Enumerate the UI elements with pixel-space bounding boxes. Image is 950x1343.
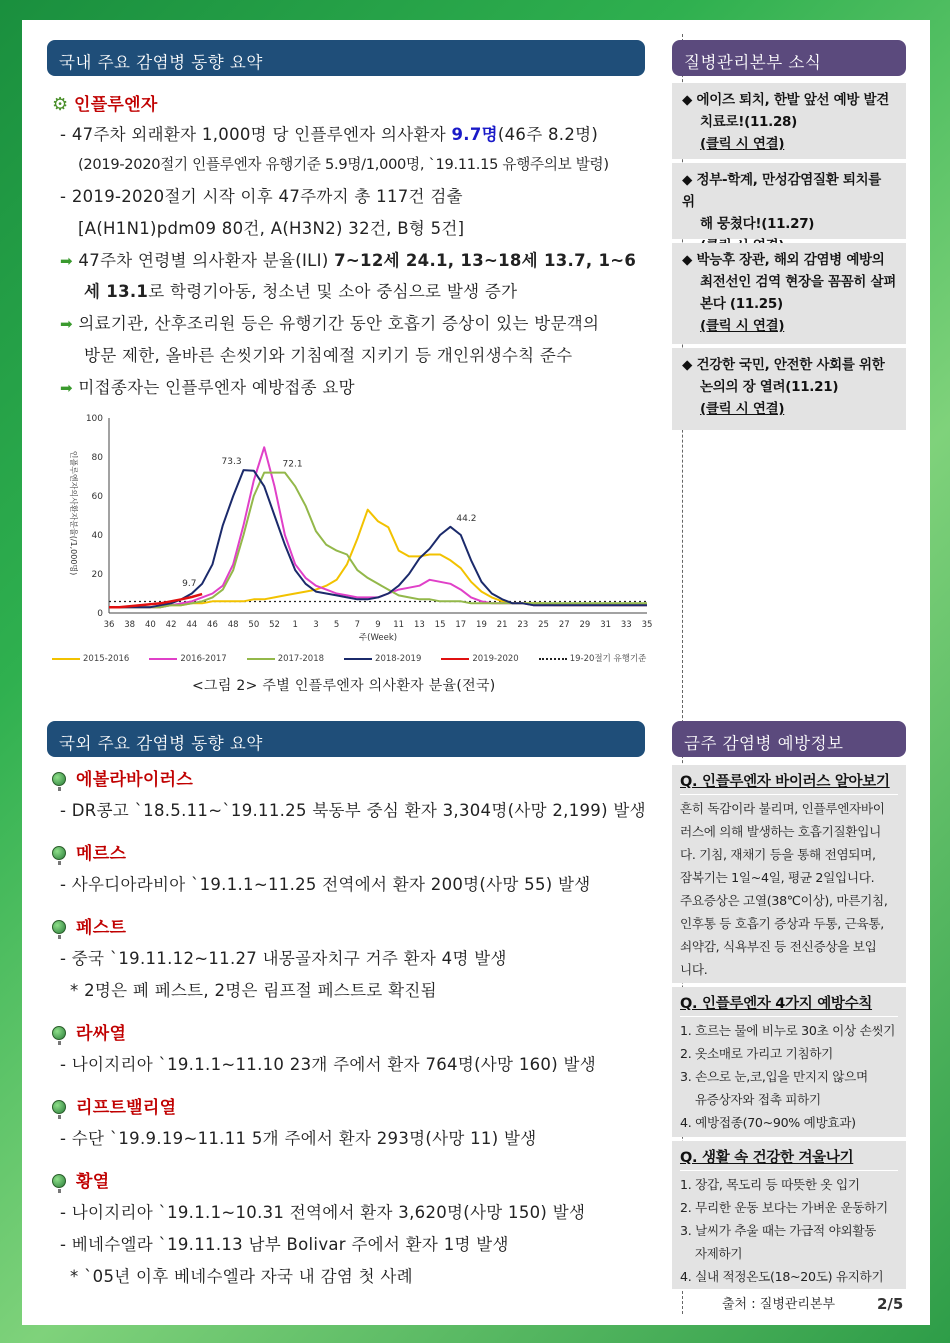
flu-bullet-1-post: 로 학령기아동, 청소년 및 소아 중심으로 발생 증가 bbox=[148, 282, 518, 301]
x-tick-label: 52 bbox=[269, 620, 280, 630]
prevention-line: 3. 손으로 눈,코,입을 만지지 않으며 bbox=[680, 1069, 868, 1084]
x-tick-label: 15 bbox=[434, 620, 446, 630]
flu-chart-svg bbox=[47, 413, 667, 648]
disease-name: 에볼라바이러스 bbox=[76, 770, 194, 790]
news-item[interactable] bbox=[672, 348, 906, 430]
flu-line-3-text: 2019-2020절기 시작 이후 47주까지 총 117건 검출 bbox=[71, 187, 463, 206]
legend-swatch bbox=[52, 658, 80, 660]
news-item-line: ◆ 박능후 장관, 해외 감염병 예방의 bbox=[682, 252, 885, 268]
overseas-item-title bbox=[52, 1167, 109, 1192]
overseas-item-line: - 나이지리아 `19.1.1~11.10 23개 주에서 환자 764명(사망 160) 발생 bbox=[60, 1055, 596, 1074]
flu-line-2: (2019-2020절기 인플루엔자 유행기준 5.9명/1,000명, `19.11.15 유행주의보 발령) bbox=[78, 156, 609, 173]
disease-name: 황열 bbox=[76, 1172, 110, 1192]
prevention-line: 자제하기 bbox=[680, 1246, 743, 1261]
chart-legend bbox=[52, 652, 646, 664]
y-tick-label: 0 bbox=[97, 609, 103, 619]
x-axis-label: 주(Week) bbox=[358, 633, 398, 643]
legend-swatch bbox=[539, 658, 567, 660]
y-tick-label: 80 bbox=[91, 453, 103, 463]
flu-bullet-2-text: 의료기관, 산후조리원 등은 유행기간 동안 호흡기 증상이 있는 방문객의 bbox=[78, 314, 600, 333]
prevention-box-3 bbox=[672, 1141, 906, 1289]
source-text: 출처 : 질병관리본부 bbox=[722, 1297, 836, 1312]
news-item-line: ◆ 에이즈 퇴치, 한발 앞선 예방 발견 bbox=[682, 92, 889, 108]
data-label: 9.7 bbox=[182, 579, 197, 590]
flu-bullet-1-bold: 7~12세 24.1, 13~18세 13.7, 1~6 bbox=[334, 251, 637, 270]
news-item-line: 치료로!(11.28) bbox=[700, 114, 798, 130]
flu-title-row bbox=[52, 90, 158, 115]
x-tick-label: 31 bbox=[600, 620, 612, 630]
news-item[interactable] bbox=[672, 243, 906, 344]
x-tick-label: 9 bbox=[375, 620, 381, 630]
series-line-2015-2016 bbox=[109, 510, 647, 608]
overseas-item-line: - 사우디아라비아 `19.1.1~11.25 전역에서 환자 200명(사망 55) 발생 bbox=[60, 875, 591, 894]
x-tick-label: 36 bbox=[103, 620, 115, 630]
prevention-line: 유증상자와 접촉 피하기 bbox=[680, 1092, 821, 1107]
flu-bullet-1-cont bbox=[84, 278, 517, 302]
flu-chart bbox=[47, 413, 667, 668]
news-item-line: 논의의 장 열려(11.21) bbox=[700, 379, 839, 395]
y-tick-label: 60 bbox=[91, 492, 103, 502]
prevention-line: 주요증상은 고열(38℃이상), 마른기침, bbox=[680, 893, 888, 908]
legend-item bbox=[344, 654, 421, 664]
news-item[interactable] bbox=[672, 163, 906, 239]
prevention-line: 잠복기는 1일~4일, 평균 2일입니다. bbox=[680, 870, 875, 885]
overseas-item-line: - 베네수엘라 `19.11.13 남부 Bolivar 주에서 환자 1명 발생 bbox=[60, 1235, 509, 1254]
x-tick-label: 5 bbox=[333, 620, 340, 630]
legend-swatch bbox=[149, 658, 177, 660]
flu-title: 인플루엔자 bbox=[73, 95, 158, 115]
legend-label: 2016-2017 bbox=[180, 654, 227, 664]
news-item-line: ◆ 정부-학계, 만성감염질환 퇴치를 위 bbox=[682, 172, 882, 210]
flu-line-3: - 2019-2020절기 시작 이후 47주까지 총 117건 검출 bbox=[60, 187, 463, 206]
globe-icon bbox=[52, 1100, 66, 1114]
y-tick-label: 40 bbox=[91, 531, 103, 541]
y-tick-label: 100 bbox=[85, 414, 103, 424]
prevention-q1-title: Q. 인플루엔자 바이러스 알아보기 bbox=[680, 771, 898, 795]
flu-bullet-2-cont: 방문 제한, 올바른 손씻기와 기침예절 지키기 등 개인위생수칙 준수 bbox=[84, 346, 573, 365]
x-tick-label: 42 bbox=[165, 620, 177, 630]
news-item-line: 본다 (11.25) bbox=[700, 296, 783, 312]
arrow-right-icon: ➡ bbox=[60, 252, 73, 270]
x-tick-label: 7 bbox=[354, 620, 361, 630]
news-item-line: 최전선인 검역 현장을 꼼꼼히 살펴 bbox=[700, 274, 896, 290]
news-item-line: 해 뭉쳤다!(11.27) bbox=[700, 216, 815, 232]
prevention-header: 금주 감염병 예방정보 bbox=[672, 721, 906, 757]
news-item-link[interactable]: (클릭 시 연결) bbox=[700, 136, 785, 152]
overseas-item-title bbox=[52, 839, 126, 864]
y-axis-label: 인플루엔자의사환자분율(/1,000명) bbox=[69, 450, 78, 576]
x-tick-label: 48 bbox=[227, 620, 239, 630]
page bbox=[22, 20, 930, 1325]
x-tick-label: 46 bbox=[207, 620, 218, 630]
overseas-item-note: * 2명은 폐 페스트, 2명은 림프절 페스트로 확진됨 bbox=[70, 981, 437, 1000]
legend-label: 2017-2018 bbox=[277, 654, 325, 664]
overseas-item-title bbox=[52, 1093, 176, 1118]
prevention-line: 흔히 독감이라 불리며, 인플루엔자바이 bbox=[680, 801, 885, 816]
disease-name: 페스트 bbox=[76, 918, 127, 938]
x-tick-label: 1 bbox=[292, 620, 298, 630]
prevention-q3-text bbox=[680, 1173, 898, 1288]
legend-swatch bbox=[441, 658, 469, 660]
legend-item bbox=[539, 654, 647, 664]
flu-bullet-1-pre: 47주차 연령별 의사환자 분율(ILI) bbox=[78, 251, 335, 270]
data-label: 72.1 bbox=[282, 459, 303, 470]
overseas-item-title bbox=[52, 765, 193, 790]
arrow-right-icon: ➡ bbox=[60, 315, 73, 333]
x-tick-label: 27 bbox=[558, 620, 570, 630]
legend-item bbox=[441, 654, 518, 664]
data-label: 44.2 bbox=[456, 513, 477, 524]
prevention-line: 니다. bbox=[680, 962, 708, 977]
x-tick-label: 21 bbox=[496, 620, 508, 630]
legend-label: 2018-2019 bbox=[375, 654, 422, 664]
x-tick-label: 33 bbox=[620, 620, 632, 630]
globe-icon bbox=[52, 920, 66, 934]
x-tick-label: 50 bbox=[248, 620, 260, 630]
legend-item bbox=[52, 654, 129, 664]
legend-label: 19-20절기 유행기준 bbox=[569, 654, 647, 664]
x-tick-label: 35 bbox=[641, 620, 653, 630]
prevention-line: 4. 예방접종(70~90% 예방효과) bbox=[680, 1115, 856, 1130]
x-tick-label: 29 bbox=[579, 620, 591, 630]
disease-name: 메르스 bbox=[76, 844, 127, 864]
x-tick-label: 23 bbox=[517, 620, 529, 630]
prevention-line: 다. 기침, 재채기 등을 통해 전염되며, bbox=[680, 847, 876, 862]
flu-bullet-1-bold2: 세 13.1 bbox=[84, 282, 149, 301]
globe-icon bbox=[52, 846, 66, 860]
news-item-line: ◆ 건강한 국민, 안전한 사회를 위한 bbox=[682, 357, 885, 373]
flu-bullet-2 bbox=[60, 310, 599, 334]
disease-name: 라싸열 bbox=[76, 1024, 127, 1044]
flu-line-1-pre: 47주차 외래환자 1,000명 당 인플루엔자 의사환자 bbox=[71, 125, 452, 144]
flu-line-1-post: (46주 8.2명) bbox=[497, 125, 599, 144]
flu-bullet-3-text: 미접종자는 인플루엔자 예방접종 요망 bbox=[78, 378, 355, 397]
legend-swatch bbox=[247, 658, 275, 660]
globe-icon bbox=[52, 1174, 66, 1188]
prevention-line: 러스에 의해 발생하는 호흡기질환입니 bbox=[680, 824, 881, 839]
news-item[interactable] bbox=[672, 83, 906, 159]
overseas-item-line: - DR콩고 `18.5.11~`19.11.25 북동부 중심 환자 3,304명(사망 2,199) 발생 bbox=[60, 801, 646, 820]
overseas-header: 국외 주요 감염병 동향 요약 bbox=[47, 721, 645, 757]
x-tick-label: 38 bbox=[124, 620, 136, 630]
x-tick-label: 19 bbox=[476, 620, 487, 630]
news-item-link[interactable]: (클릭 시 연결) bbox=[700, 318, 785, 334]
prevention-box-2 bbox=[672, 987, 906, 1137]
prevention-line: 3. 날씨가 추울 때는 가급적 야외활동 bbox=[680, 1223, 877, 1238]
page-number: 2/5 bbox=[877, 1295, 904, 1313]
x-tick-label: 17 bbox=[455, 620, 467, 630]
overseas-item-line: - 수단 `19.9.19~11.11 5개 주에서 환자 293명(사망 11) 발생 bbox=[60, 1129, 537, 1148]
overseas-item-title bbox=[52, 1019, 126, 1044]
x-tick-label: 44 bbox=[186, 620, 198, 630]
prevention-q2-text bbox=[680, 1019, 898, 1134]
disease-name: 리프트밸리열 bbox=[76, 1098, 177, 1118]
legend-item bbox=[149, 654, 226, 664]
overseas-item-title bbox=[52, 913, 126, 938]
flu-rate-value: 9.7명 bbox=[451, 125, 498, 144]
chart-caption: <그림 2> 주별 인플루엔자 의사환자 분율(전국) bbox=[192, 678, 496, 694]
globe-icon bbox=[52, 1026, 66, 1040]
prevention-line: 2. 무리한 운동 보다는 가벼운 운동하기 bbox=[680, 1200, 888, 1215]
x-tick-label: 25 bbox=[538, 620, 549, 630]
prevention-line: 4. 실내 적정온도(18~20도) 유지하기 bbox=[680, 1269, 884, 1284]
prevention-q3-title: Q. 생활 속 건강한 겨울나기 bbox=[680, 1147, 898, 1171]
gear-icon: ⚙ bbox=[52, 94, 69, 115]
legend-item bbox=[247, 654, 324, 664]
x-tick-label: 13 bbox=[413, 620, 425, 630]
flu-line-1: - 47주차 외래환자 1,000명 당 인플루엔자 의사환자 9.7명(46주 8.2명) bbox=[60, 125, 599, 144]
legend-label: 2015-2016 bbox=[83, 654, 130, 664]
domestic-header: 국내 주요 감염병 동향 요약 bbox=[47, 40, 645, 76]
legend-label: 2019-2020 bbox=[472, 654, 519, 664]
prevention-line: 1. 흐르는 물에 비누로 30초 이상 손씻기 bbox=[680, 1023, 896, 1038]
y-tick-label: 20 bbox=[91, 570, 103, 580]
prevention-line: 인후통 등 호흡기 증상과 두통, 근육통, bbox=[680, 916, 884, 931]
prevention-line: 2. 옷소매로 가리고 기침하기 bbox=[680, 1046, 834, 1061]
overseas-item-line: - 나이지리아 `19.1.1~10.31 전역에서 환자 3,620명(사망 150) 발생 bbox=[60, 1203, 586, 1222]
globe-icon bbox=[52, 772, 66, 786]
legend-swatch bbox=[344, 658, 372, 660]
x-tick-label: 40 bbox=[144, 620, 156, 630]
flu-bullet-3 bbox=[60, 374, 355, 398]
prevention-q2-title: Q. 인플루엔자 4가지 예방수칙 bbox=[680, 993, 898, 1017]
prevention-q1-text bbox=[680, 797, 898, 981]
overseas-item-line: - 중국 `19.11.12~11.27 내몽골자치구 거주 환자 4명 발생 bbox=[60, 949, 507, 968]
flu-bullet-1 bbox=[60, 247, 636, 271]
data-label: 73.3 bbox=[221, 457, 242, 468]
prevention-box-1 bbox=[672, 765, 906, 983]
news-item-link[interactable]: (클릭 시 연결) bbox=[700, 401, 785, 417]
x-tick-label: 11 bbox=[393, 620, 405, 630]
arrow-right-icon: ➡ bbox=[60, 379, 73, 397]
x-tick-label: 3 bbox=[313, 620, 319, 630]
prevention-line: 1. 장갑, 목도리 등 따뜻한 옷 입기 bbox=[680, 1177, 860, 1192]
news-header: 질병관리본부 소식 bbox=[672, 40, 906, 76]
overseas-item-note: * `05년 이후 베네수엘라 자국 내 감염 첫 사례 bbox=[70, 1267, 413, 1286]
prevention-line: 쇠약감, 식욕부진 등 전신증상을 보입 bbox=[680, 939, 877, 954]
flu-line-4: [A(H1N1)pdm09 80건, A(H3N2) 32건, B형 5건] bbox=[78, 219, 465, 238]
